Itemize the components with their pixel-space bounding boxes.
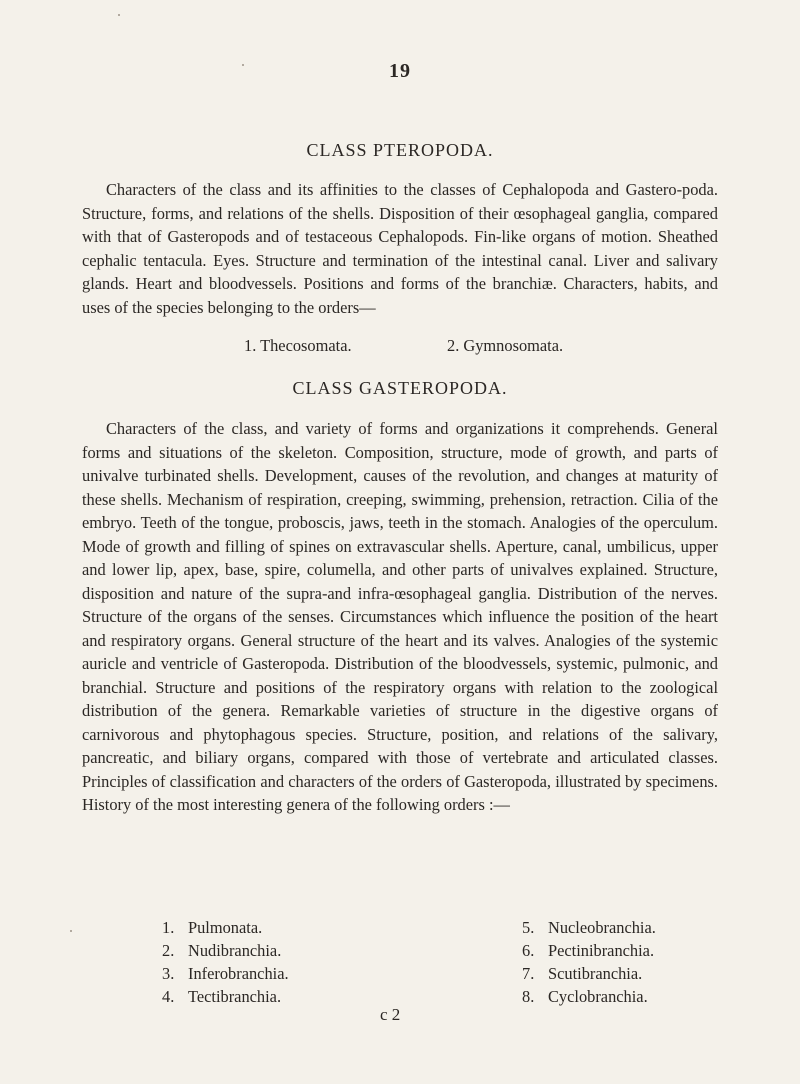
list-item: 7. Scutibranchia. <box>522 964 643 983</box>
paper-speck <box>70 930 72 932</box>
list-item: 4. Tectibranchia. <box>162 987 282 1006</box>
paper-speck <box>118 14 120 16</box>
list-item: 8. Cyclobranchia. <box>522 987 648 1006</box>
list-item: 1. Pulmonata. <box>162 918 263 937</box>
section-heading-pteropoda: CLASS PTEROPODA. <box>306 140 494 160</box>
list-item: 2. Nudibranchia. <box>162 941 282 960</box>
paragraph-gasteropoda: Characters of the class, and variety of forms and organizations it comprehends. General forms and situations of the skeleton. Composition, structure, mode of growth, and parts of univalve turbinated shells. Development, causes of the revolution, and changes at maturity of these shells. Mechanism of respiration, creeping, swimming, prehension, retraction. Cilia of the embryo. Teeth of the tongue, proboscis, jaws, teeth in the stomach. Analogies of the operculum. Mode of growth and filling of spines on extravascular shells. Aperture, canal, umbilicus, upper and lower lip, apex, base, spire, columella, and other parts of univalves explained. Structure, disposition and nature of the supra-and infra-œsophageal ganglia. Distribution of the nerves. Structure of the organs of the senses. Circumstances which influence the position of the heart and respiratory organs. General structure of the heart and its valves. Analogies of the systemic auricle and ventricle of Gasteropoda. Distribution of the bloodvessels, systemic, pulmonic, and branchial. Structure and positions of the respiratory organs with relation to the zoological distribution of the genera. Remarkable varieties of structure in the digestive organs of carnivorous and phytophagous species. Structure, position, and relations of the salivary, pancreatic, and biliary organs, compared with those of vertebrate and articulated classes. Principles of classification and characters of the orders of Gasteropoda, illustrated by specimens. History of the most interesting genera of the following orders :— <box>82 419 718 814</box>
signature-mark: c 2 <box>380 1005 401 1024</box>
gasteropoda-orders-left <box>162 916 289 1008</box>
paragraph-pteropoda: Characters of the class and its affinities to the classes of Cephalopoda and Gastero-poda. Structure, forms, and relations of the shells. Disposition of their œsophageal ganglia, compared with that of Gasteropods and of testaceous Cephalopods. Fin-like organs of motion. Sheathed cephalic tentacula. Eyes. Structure and termination of the intestinal canal. Liver and salivary glands. Heart and bloodvessels. Positions and forms of the branchiæ. Characters, habits, and uses of the species belonging to the orders— <box>82 180 718 317</box>
order-thecosomata: 1. Thecosomata. <box>244 336 352 355</box>
page-number: 19 <box>389 60 411 82</box>
section-heading-gasteropoda: CLASS GASTEROPODA. <box>292 378 508 398</box>
paper-speck <box>242 64 244 66</box>
gasteropoda-orders-right <box>522 916 656 1008</box>
list-item: 3. Inferobranchia. <box>162 964 289 983</box>
order-gymnosomata: 2. Gymnosomata. <box>447 336 564 355</box>
list-item: 5. Nucleobranchia. <box>522 918 656 937</box>
list-item: 6. Pectinibranchia. <box>522 941 655 960</box>
